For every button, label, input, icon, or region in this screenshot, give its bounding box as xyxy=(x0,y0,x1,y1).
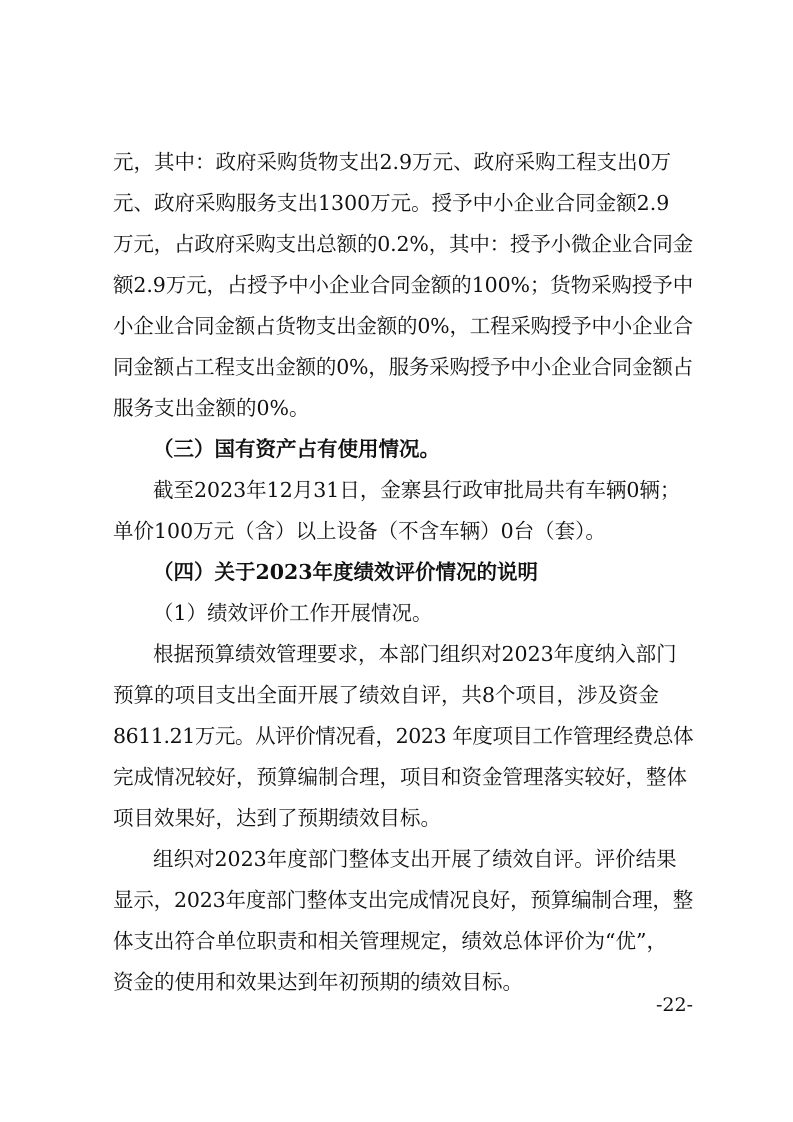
paragraph-line: 显示，2023年度部门整体支出完成情况良好，预算编制合理，整 xyxy=(113,888,694,912)
paragraph-line: 额2.9万元，占授予中小企业合同金额的100%；货物采购授予中 xyxy=(113,273,694,297)
paragraph-line: 同金额占工程支出金额的0%，服务采购授予中小企业合同金额占 xyxy=(113,355,693,379)
paragraph-line: 小企业合同金额占货物支出金额的0%，工程采购授予中小企业合 xyxy=(113,314,693,338)
paragraph-line: 体支出符合单位职责和相关管理规定，绩效总体评价为“优”， xyxy=(113,929,667,953)
page-number: -22- xyxy=(655,994,693,1016)
paragraph-line: 根据预算绩效管理要求，本部门组织对2023年度纳入部门 xyxy=(153,642,677,666)
paragraph-line: 单价100万元（含）以上设备（不含车辆）0台（套）。 xyxy=(113,519,606,543)
paragraph-line: 资金的使用和效果达到年初预期的绩效目标。 xyxy=(113,970,523,994)
paragraph-line: 项目效果好，达到了预期绩效目标。 xyxy=(113,806,441,830)
paragraph-line: 服务支出金额的0%。 xyxy=(113,396,310,420)
paragraph-line: 预算的项目支出全面开展了绩效自评，共8个项目，涉及资金 xyxy=(113,683,660,707)
paragraph-line: 组织对2023年度部门整体支出开展了绩效自评。评价结果 xyxy=(153,847,677,871)
paragraph-line: 完成情况较好，预算编制合理，项目和资金管理落实较好，整体 xyxy=(113,765,687,789)
paragraph-line: 元、政府采购服务支出1300万元。授予中小企业合同金额2.9 xyxy=(113,191,670,215)
paragraph-line: 截至2023年12月31日，金寨县行政审批局共有车辆0辆； xyxy=(153,478,681,502)
paragraph-line: 8611.21万元。从评价情况看，2023 年度项目工作管理经费总体 xyxy=(113,724,694,748)
section-heading-performance: （四）关于2023年度绩效评价情况的说明 xyxy=(153,560,539,584)
paragraph-line: 元，其中：政府采购货物支出2.9万元、政府采购工程支出0万 xyxy=(113,150,672,174)
section-heading-assets: （三）国有资产占有使用情况。 xyxy=(153,437,440,461)
paragraph-line: 万元，占政府采购支出总额的0.2%，其中：授予小微企业合同金 xyxy=(113,232,693,256)
subsection-heading: （1）绩效评价工作开展情况。 xyxy=(153,601,433,625)
